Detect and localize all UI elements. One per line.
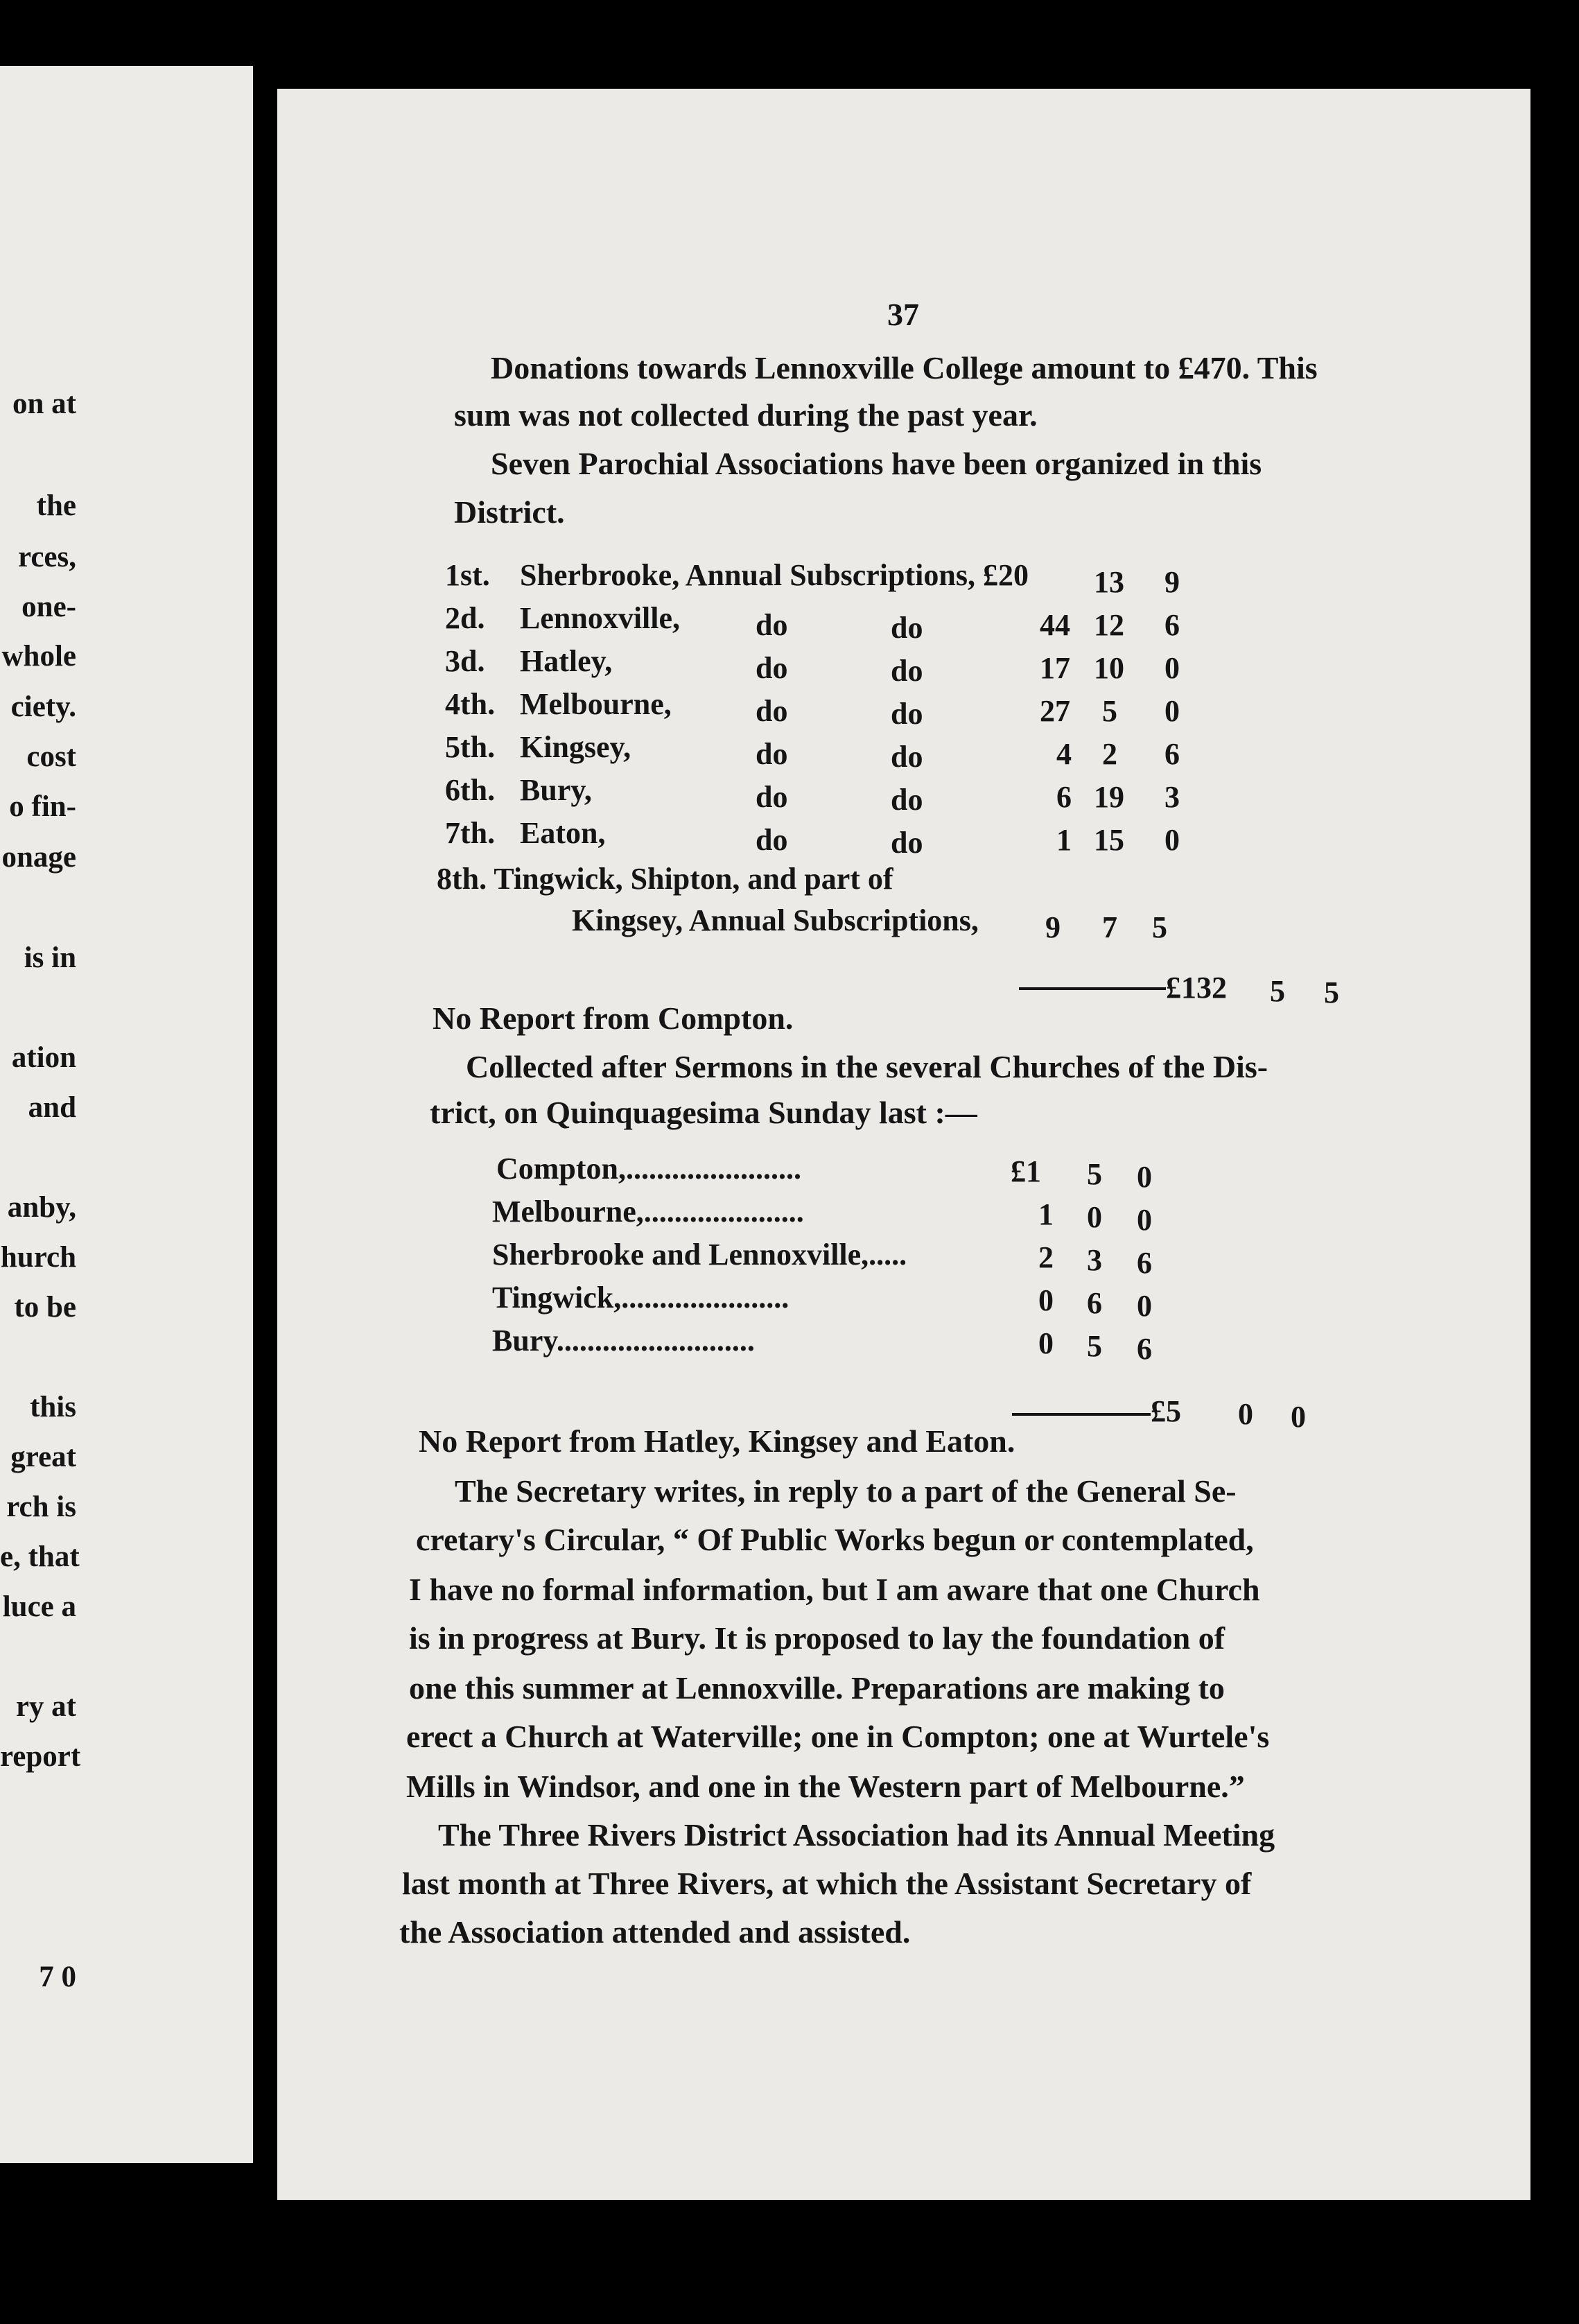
sum-rule [1012, 1413, 1151, 1416]
intro-line: sum was not collected during the past year. [454, 397, 1038, 433]
ordinal: 4th. [445, 687, 496, 721]
left-fragment: whole [1, 640, 76, 673]
pence: 0 [1137, 1289, 1152, 1323]
association-name: Sherbrooke, Annual Subscriptions, £20 [520, 558, 1029, 592]
association-name: Eaton, [520, 816, 606, 850]
pounds: 9 [1045, 910, 1061, 944]
association-name: 8th. Tingwick, Shipton, and part of [437, 862, 893, 896]
pence: 0 [1164, 823, 1180, 857]
ditto: do [891, 654, 923, 688]
pounds: 17 [1040, 651, 1070, 685]
pence: 0 [1164, 694, 1180, 728]
left-fragment: onage [1, 841, 76, 874]
pounds: 44 [1040, 608, 1070, 642]
pence: 6 [1137, 1332, 1152, 1366]
ditto: do [756, 780, 788, 814]
ordinal: 3d. [445, 644, 485, 678]
left-facing-page [0, 66, 255, 2163]
paragraph-line: one this summer at Lennoxville. Preparations are making to [409, 1670, 1225, 1706]
paragraph-line: I have no formal information, but I am aware that one Church [409, 1572, 1260, 1607]
pounds: 27 [1040, 694, 1070, 728]
paragraph-line: is in progress at Bury. It is proposed to lay the foundation of [409, 1620, 1225, 1656]
left-fragment: o fin- [9, 790, 76, 823]
collected-line: trict, on Quinquagesima Sunday last :— [430, 1095, 977, 1130]
ditto: do [756, 694, 788, 728]
church-label: Compton,....................... [496, 1152, 802, 1186]
paragraph-line: The Secretary writes, in reply to a part of the General Se- [455, 1473, 1237, 1509]
collected-line: Collected after Sermons in the several Churches of the Dis- [466, 1049, 1268, 1084]
pence: 6 [1164, 737, 1180, 771]
left-fragment: and [28, 1091, 76, 1124]
ordinal: 5th. [445, 730, 496, 764]
ditto: do [891, 611, 923, 645]
pounds: 4 [1056, 737, 1072, 771]
left-fragment: one- [21, 591, 76, 623]
shillings: 13 [1094, 565, 1124, 599]
pounds: 2 [1038, 1240, 1054, 1274]
pounds: £1 [1011, 1154, 1041, 1188]
left-fragment: ry at [15, 1690, 76, 1723]
intro-line: Donations towards Lennoxville College amount to £470. This [491, 350, 1318, 385]
left-fragment: e, that [0, 1541, 80, 1573]
ditto: do [891, 697, 923, 731]
main-page [277, 89, 1530, 2200]
total-pounds: £132 [1166, 971, 1227, 1005]
shillings: 0 [1087, 1200, 1102, 1234]
left-fragment: report [0, 1740, 81, 1773]
shillings: 19 [1094, 780, 1124, 814]
pence: 0 [1137, 1160, 1152, 1194]
ditto: do [756, 737, 788, 771]
left-fragment: on at [12, 388, 76, 420]
ordinal: 6th. [445, 773, 496, 807]
ditto: do [756, 823, 788, 857]
church-label: Melbourne,..................... [492, 1195, 804, 1229]
association-name: Hatley, [520, 644, 613, 678]
left-fragment: luce a [2, 1590, 76, 1623]
left-fragment: 7 0 [39, 1961, 76, 1993]
church-label: Bury.......................... [492, 1324, 755, 1358]
shillings: 12 [1094, 608, 1124, 642]
paragraph-line: cretary's Circular, “ Of Public Works begun or contemplated, [416, 1522, 1254, 1557]
pounds: 1 [1056, 823, 1072, 857]
shillings: 10 [1094, 651, 1124, 685]
shillings: 5 [1087, 1329, 1102, 1363]
sum-rule [1019, 987, 1166, 990]
pence: 0 [1137, 1203, 1152, 1237]
pence: 6 [1137, 1246, 1152, 1280]
association-name: Kingsey, [520, 730, 631, 764]
association-name: Bury, [520, 773, 592, 807]
shillings: 6 [1087, 1286, 1102, 1320]
pounds: 6 [1056, 780, 1072, 814]
shillings: 3 [1087, 1243, 1102, 1277]
shillings: 5 [1087, 1157, 1102, 1191]
association-name-continued: Kingsey, Annual Subscriptions, [572, 903, 979, 937]
total-pounds: £5 [1151, 1394, 1181, 1428]
left-fragment: anby, [7, 1191, 76, 1224]
association-name: Melbourne, [520, 687, 672, 721]
pence: 6 [1164, 608, 1180, 642]
left-fragment: ciety. [10, 691, 76, 723]
shillings: 7 [1102, 910, 1117, 944]
pounds: 1 [1038, 1197, 1054, 1231]
paragraph-line: erect a Church at Waterville; one in Compton; one at Wurtele's [406, 1719, 1270, 1754]
pence: 0 [1164, 651, 1180, 685]
ordinal: 2d. [445, 601, 485, 635]
total-pence: 5 [1324, 975, 1339, 1009]
left-fragment: this [30, 1391, 76, 1423]
ordinal: 1st. [445, 558, 490, 592]
left-fragment: rch is [6, 1491, 76, 1523]
ditto: do [756, 608, 788, 642]
ditto: do [891, 783, 923, 817]
pence: 9 [1164, 565, 1180, 599]
intro-line: District. [454, 494, 565, 530]
left-fragment: ation [11, 1041, 76, 1074]
paragraph-line: The Three Rivers District Association had its Annual Meeting [438, 1817, 1275, 1853]
total-shillings: 0 [1238, 1397, 1253, 1431]
left-fragment: cost [26, 740, 76, 773]
paragraph-line: the Association attended and assisted. [399, 1914, 911, 1950]
total-shillings: 5 [1270, 974, 1285, 1008]
left-fragment: hurch [0, 1241, 76, 1274]
pence: 3 [1164, 780, 1180, 814]
left-fragment: great [10, 1441, 76, 1473]
intro-line: Seven Parochial Associations have been organized in this [491, 446, 1262, 481]
left-fragment: is in [24, 942, 76, 974]
association-name: Lennoxville, [520, 601, 681, 635]
pounds: 0 [1038, 1326, 1054, 1360]
shillings: 2 [1102, 737, 1117, 771]
left-fragment: rces, [18, 541, 76, 573]
left-fragment: to be [14, 1291, 76, 1324]
page-number: 37 [887, 297, 919, 332]
no-report-note: No Report from Compton. [433, 1000, 794, 1036]
pence: 5 [1152, 910, 1167, 944]
ditto: do [756, 651, 788, 685]
pounds: 0 [1038, 1283, 1054, 1317]
shillings: 5 [1102, 694, 1117, 728]
page-gutter [253, 66, 256, 2163]
total-pence: 0 [1291, 1400, 1306, 1434]
ditto: do [891, 740, 923, 774]
church-label: Tingwick,...................... [492, 1281, 790, 1315]
ditto: do [891, 826, 923, 860]
paragraph-line: Mills in Windsor, and one in the Western part of Melbourne.” [406, 1769, 1245, 1804]
shillings: 15 [1094, 823, 1124, 857]
church-label: Sherbrooke and Lennoxville,..... [492, 1238, 907, 1272]
ordinal: 7th. [445, 816, 496, 850]
paragraph-line: last month at Three Rivers, at which the Assistant Secretary of [402, 1866, 1252, 1901]
no-report-note: No Report from Hatley, Kingsey and Eaton. [419, 1423, 1015, 1459]
left-fragment: the [36, 489, 76, 522]
